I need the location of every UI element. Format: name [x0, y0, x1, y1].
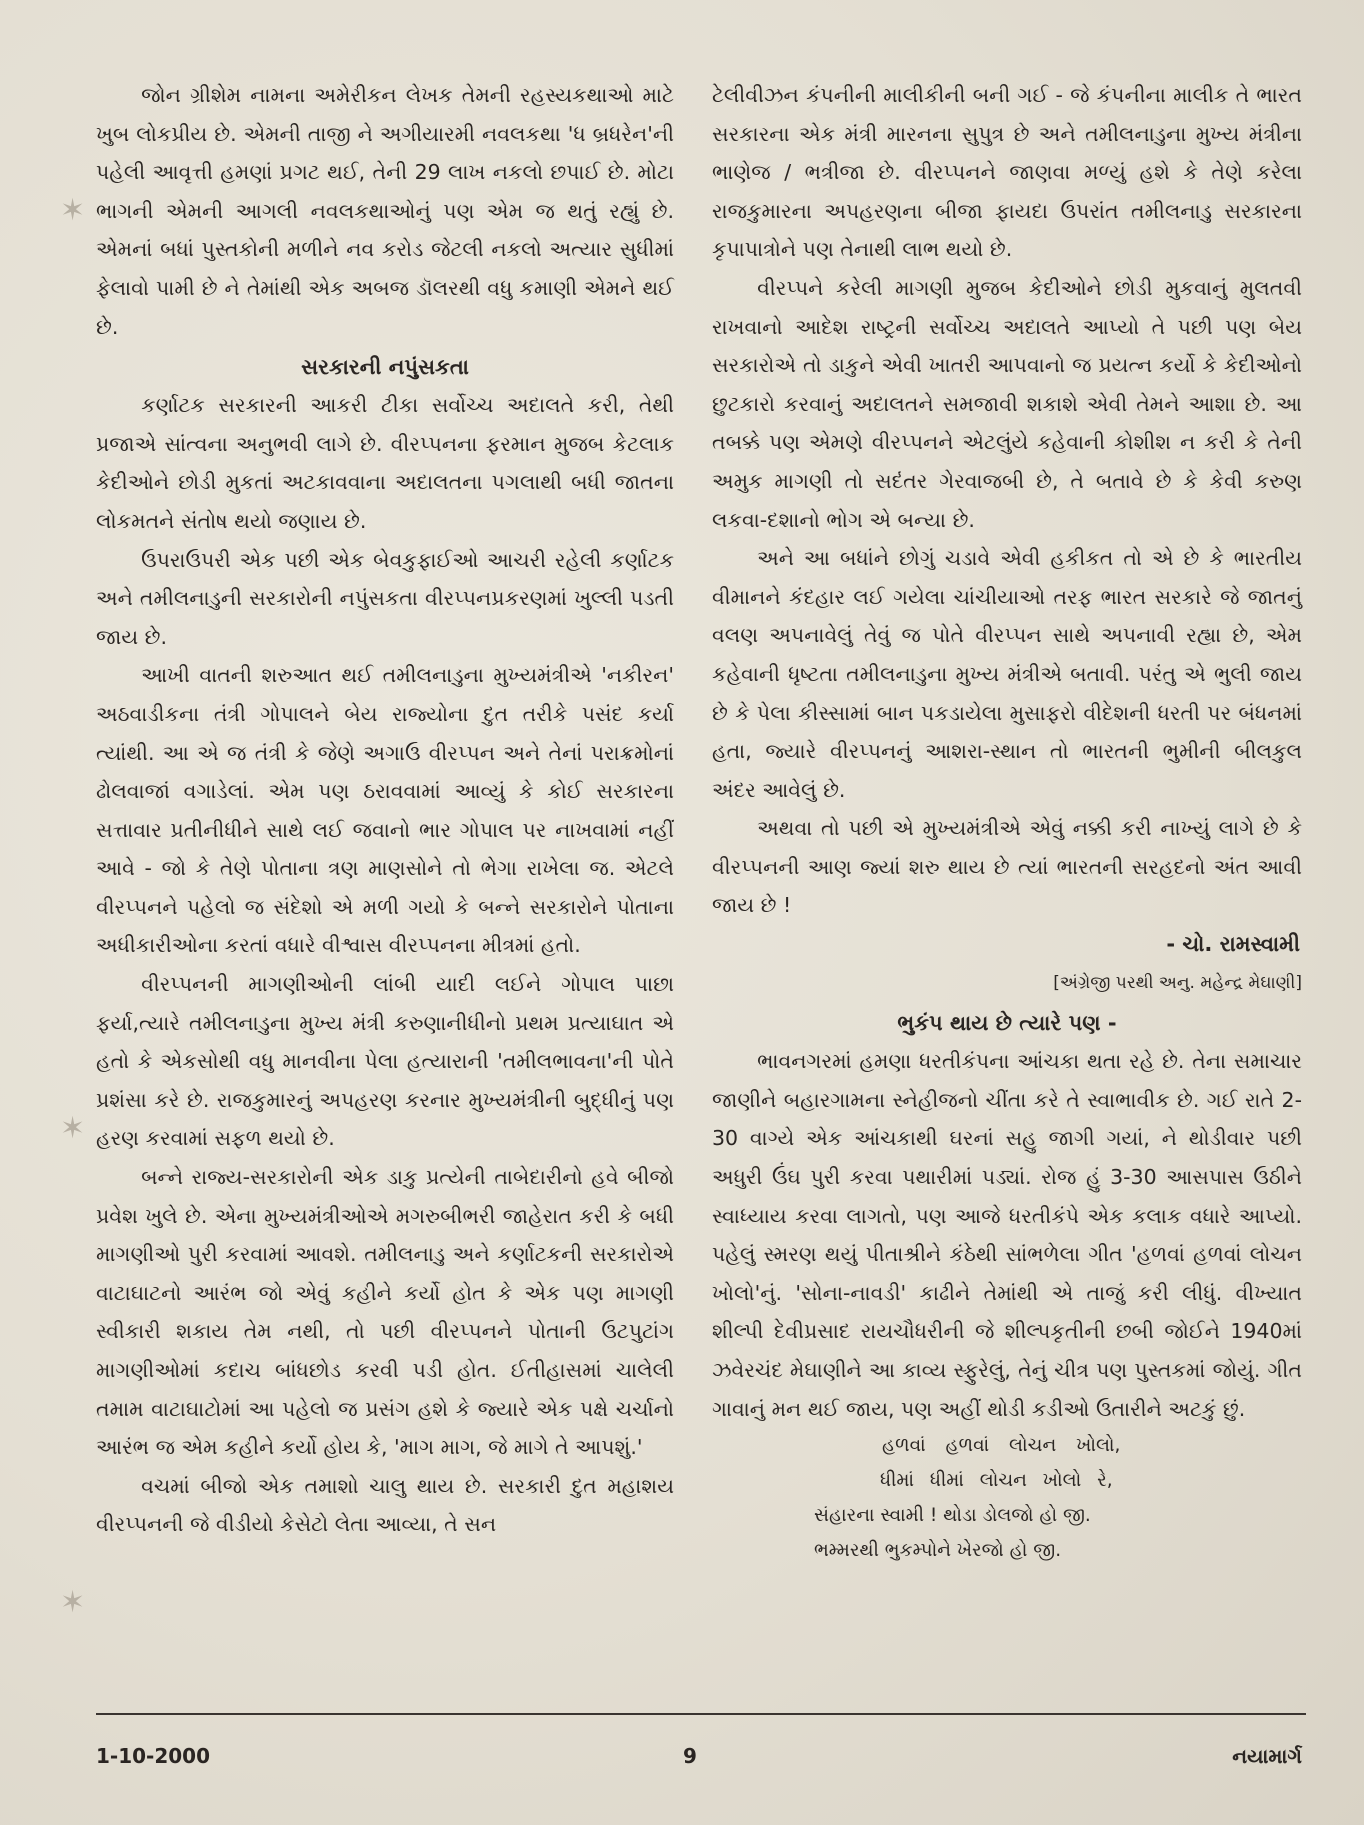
poem-line: હળવાં હળવાં લોચન ખોલો, — [882, 1435, 1121, 1457]
right-column — [712, 76, 1302, 1568]
paragraph: ભાવનગરમાં હમણા ધરતીકંપના આંચકા થતા રહે છે. તેના સમાચાર જાણીને બહારગામના સ્નેહીજનો ચીંતા કરે તે સ્વાભાવીક છે. ગઈ રાતે 2-30 વાગ્યે એક આંચકાથી ઘરનાં સહુ જાગી ગયાં, ને થોડીવાર પછી અધુરી ઉંઘ પુરી કરવા પથારીમાં પડ્યાં. રોજ હું 3-30 આસપાસ ઉઠીને સ્વાધ્યાય કરવા લાગતો, પણ આજે ધરતીકંપે એક કલાક વધારે આપ્યો. પહેલું સ્મરણ થયું પીતાશ્રીને કંઠેથી સાંભળેલા ગીત 'હળવાં હળવાં લોચન ખોલો'નું. 'સોના-નાવડી' કાઢીને તેમાંથી એ તાજું કરી લીધું. વીખ્યાત શીલ્પી દેવીપ્રસાદ રાયચૌધરીની જે શીલ્પકૃતીની છબી જોઈને 1940માં ઝવેરચંદ મેઘાણીને આ કાવ્ય સ્ફુરેલું, તેનું ચીત્ર પણ પુસ્તકમાં જોયું. ગીત ગાવાનું મન થઈ જાય, પણ અહીં થોડી કડીઓ ઉતારીને અટકું છું. — [712, 1049, 1302, 1421]
left-column — [96, 76, 674, 1544]
translation-credit: [અંગ્રેજી પરથી અનુ. મહેન્દ્ર મેઘાણી] — [1053, 972, 1302, 993]
author-signature: - ચો. રામસ્વામી — [1166, 932, 1300, 957]
asterisk-mark: ✶ — [60, 193, 86, 228]
paragraph: આખી વાતની શરુઆત થઈ તમીલનાડુના મુખ્યમંત્રીએ 'નકીરન' અઠવાડીકના તંત્રી ગોપાલને બેય રાજ્યોના દુત તરીકે પસંદ કર્યા ત્યાંથી. આ એ જ તંત્રી કે જેણે અગાઉ વીરપ્પન અને તેનાં પરાક્રમોનાં ઢોલવાજાં વગાડેલાં. એમ પણ ઠરાવવામાં આવ્યું કે કોઈ સરકારના સત્તાવાર પ્રતીનીધીને સાથે લઈ જવાનો ભાર ગોપાલ પર નાખવામાં નહીં આવે - જો કે તેણે પોતાના ત્રણ માણસોને તો ભેગા રાખેલા જ. એટલે વીરપ્પનને પહેલો જ સંદેશો એ મળી ગયો કે બન્ને સરકારોને પોતાના અધીકારીઓના કરતાં વધારે વીશ્વાસ વીરપ્પનના મીત્રમાં હતો. — [96, 663, 674, 958]
asterisk-mark: ✶ — [60, 1111, 86, 1146]
section-heading: સરકારની નપુંસકતા — [301, 355, 469, 380]
paragraph: વીરપ્પને કરેલી માગણી મુજબ કેદીઓને છોડી મુકવાનું મુલતવી રાખવાનો આદેશ રાષ્ટ્રની સર્વોચ્ચ અદાલતે આપ્યો તે પછી પણ બેય સરકારોએ તો ડાકુને એવી ખાતરી આપવાનો જ પ્રયત્ન કર્યો કે કેદીઓનો છુટકારો કરવાનું અદાલતને સમજાવી શકાશે એવી તેમને આશા છે. આ તબક્કે પણ એમણે વીરપ્પનને એટલુંયે કહેવાની કોશીશ ન કરી કે તેની અમુક માગણી તો સદંતર ગેરવાજબી છે, તે બતાવે છે કે કેવી કરુણ લકવા-દશાનો ભોગ એ બન્યા છે. — [712, 275, 1302, 532]
section-heading: ભુકંપ થાય છે ત્યારે પણ - — [897, 1011, 1117, 1036]
paragraph: કર્ણાટક સરકારની આકરી ટીકા સર્વોચ્ચ અદાલતે કરી, તેથી પ્રજાએ સાંત્વના અનુભવી લાગે છે. વીરપ્પનના ફરમાન મુજબ કેટલાક કેદીઓને છોડી મુકતાં અટકાવવાના અદાલતના પગલાથી બધી જાતના લોકમતને સંતોષ થયો જણાય છે. — [96, 393, 674, 533]
footer-divider — [96, 1713, 1306, 1715]
poem-stanza — [712, 1428, 1302, 1568]
paragraph: ઉપરાઉપરી એક પછી એક બેવકુફાઈઓ આચરી રહેલી કર્ણાટક અને તમીલનાડુની સરકારોની નપુંસકતા વીરપ્પનપ્રકરણમાં ખુલ્લી પડતી જાય છે. — [96, 547, 674, 649]
paragraph: વીરપ્પનની માગણીઓની લાંબી યાદી લઈને ગોપાલ પાછા ફર્યા,ત્યારે તમીલનાડુના મુખ્ય મંત્રી કરુણાનીધીનો પ્રથમ પ્રત્યાઘાત એ હતો કે એકસોથી વધુ માનવીના પેલા હત્યારાની 'તમીલભાવના'ની પોતે પ્રશંસા કરે છે. રાજકુમારનું અપહરણ કરનાર મુખ્યમંત્રીની બુદ્ધીનું પણ હરણ કરવામાં સફળ થયો છે. — [96, 972, 674, 1151]
paragraph: વચમાં બીજો એક તમાશો ચાલુ થાય છે. સરકારી દુત મહાશય વીરપ્પનની જે વીડીયો કેસેટો લેતા આવ્યા, તે સન — [96, 1473, 674, 1537]
page-number: 9 — [683, 1744, 697, 1768]
asterisk-mark: ✶ — [60, 1585, 86, 1620]
poem-line: સંહારના સ્વામી ! થોડા ડોલજો હો જી. — [814, 1505, 1091, 1527]
issue-date: 1-10-2000 — [96, 1744, 211, 1768]
paragraph: ટેલીવીઝન કંપનીની માલીકીની બની ગઈ - જે કંપનીના માલીક તે ભારત સરકારના એક મંત્રી મારનના સુપુત્ર છે અને તમીલનાડુના મુખ્ય મંત્રીના ભાણેજ / ભત્રીજા છે. વીરપ્પનને જાણવા મળ્યું હશે કે તેણે કરેલા રાજકુમારના અપહરણના બીજા ફાયદા ઉપરાંત તમીલનાડુ સરકારના કૃપાપાત્રોને પણ તેનાથી લાભ થયો છે. — [712, 83, 1302, 262]
paragraph: અથવા તો પછી એ મુખ્યમંત્રીએ એવું નક્કી કરી નાખ્યું લાગે છે કે વીરપ્પનની આણ જ્યાં શરુ થાય છે ત્યાં ભારતની સરહદનો અંત આવી જાય છે ! — [712, 816, 1302, 918]
magazine-name: નયામાર્ગ — [1232, 1744, 1302, 1768]
poem-line: ભમ્મરથી ભુકમ્પોને ખેરજો હો જી. — [814, 1540, 1062, 1562]
paragraph: બન્ને રાજ્ય-સરકારોની એક ડાકુ પ્રત્યેની તાબેદારીનો હવે બીજો પ્રવેશ ખુલે છે. એના મુખ્યમંત્રીઓએ મગરુબીભરી જાહેરાત કરી કે બધી માગણીઓ પુરી કરવામાં આવશે. તમીલનાડુ અને કર્ણાટકની સરકારોએ વાટાઘાટનો આરંભ જો એવું કહીને કર્યો હોત કે એક પણ માગણી સ્વીકારી શકાય તેમ નથી, તો પછી વીરપ્પનને પોતાની ઉટપુટાંગ માગણીઓમાં કદાચ બાંધછોડ કરવી પડી હોત. ઈતીહાસમાં ચાલેલી તમામ વાટાઘાટોમાં આ પહેલો જ પ્રસંગ હશે કે જ્યારે એક પક્ષે ચર્ચાનો આરંભ જ એમ કહીને કર્યો હોય કે, 'માગ માગ, જે માગે તે આપશું.' — [96, 1165, 674, 1460]
paragraph: અને આ બધાંને છોગું ચડાવે એવી હકીકત તો એ છે કે ભારતીય વીમાનને કંદહાર લઈ ગયેલા ચાંચીયાઓ તરફ ભારત સરકારે જે જાતનું વલણ અપનાવેલું તેવું જ પોતે વીરપ્પન સાથે અપનાવી રહ્યા છે, એમ કહેવાની ધૃષ્ટતા તમીલનાડુના મુખ્ય મંત્રીએ બતાવી. પરંતુ એ ભુલી જાય છે કે પેલા કીસ્સામાં બાન પકડાયેલા મુસાફરો વીદેશની ધરતી પર બંધનમાં હતા, જ્યારે વીરપ્પનનું આશરા-સ્થાન તો ભારતની ભુમીની બીલકુલ અંદર આવેલું છે. — [712, 546, 1302, 802]
paragraph: જોન ગ્રીશેમ નામના અમેરીકન લેખક તેમની રહસ્યકથાઓ માટે ખુબ લોકપ્રીય છે. એમની તાજી ને અગીયારમી નવલકથા 'ધ બ્રધરેન'ની પહેલી આવૃત્તી હમણાં પ્રગટ થઈ, તેની 29 લાખ નકલો છપાઈ છે. મોટા ભાગની એમની આગલી નવલકથાઓનું પણ એમ જ થતું રહ્યું છે. એમનાં બધાં પુસ્તકોની મળીને નવ કરોડ જેટલી નકલો અત્યાર સુધીમાં ફેલાવો પામી છે ને તેમાંથી એક અબજ ડૉલરથી વધુ કમાણી એમને થઈ છે. — [96, 83, 674, 339]
poem-line: ધીમાં ધીમાં લોચન ખોલો રે, — [880, 1470, 1113, 1492]
